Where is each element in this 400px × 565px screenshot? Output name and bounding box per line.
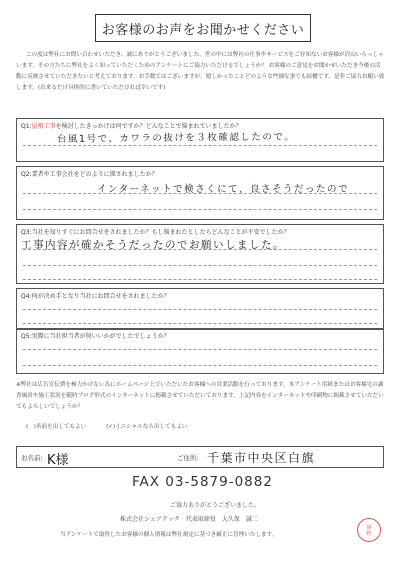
question-2-box: [16, 166, 384, 220]
question-4-label: Q4:何が決め手となり当社にお問合せをされましたか？: [21, 293, 170, 300]
option-full-name[interactable]: ( )名前を出してもよい: [26, 424, 87, 430]
question-5-label: Q5:実際に当社担当者が伺いいかがでしたでしょうか？: [21, 333, 170, 340]
answer-1-handwriting: 台風1号で、カワラの抜けを３枚確認したので。: [56, 131, 296, 145]
address-label: ご住所:: [177, 454, 199, 462]
option-initial-only[interactable]: (✓)イニシャルなら出してもよい: [106, 424, 188, 430]
answer-2-handwriting: インターネットで検さくにて、良さそうだったので: [97, 184, 349, 195]
privacy-footer: 当アンケートで取得したお客様の個人情報は弊社規定に基づき厳正に管理いたします。: [60, 532, 278, 538]
question-2-label: Q2:業者や工事会社をどのように探されましたか？: [21, 171, 158, 178]
question-4-box: [16, 288, 384, 330]
address-value: 千葉市中央区白旗: [207, 451, 316, 465]
question-3-label: Q3:当社を知りすぐにお問合せをされましたか？もし悩まれたとしたらどんなことが不安でしたか？: [21, 229, 290, 236]
thanks-text: ご協力ありがとうございました。: [170, 502, 261, 509]
company-signature: 株式会社シェアテック 代表取締役 大久保 誠二: [120, 516, 258, 523]
question-1-label: Q1:屋根工事を検討したきっかけは何ですか？どんなことで悩まれていましたか？: [21, 123, 242, 130]
name-seal-stamp: [357, 518, 381, 542]
answer-3-handwriting: 工事内容が確かそうだったのでお願いしました。: [21, 239, 285, 251]
seal-icon: [362, 523, 376, 537]
intro-text: この度は弊社にお問い合わせいただき、誠にありがとうございました。世の中には弊社の仕事やサービスをご存知ないお客様が沢山いらっしゃいます。その方たちに弊社をよく知っていただくためのアンケートにご協力いただけるでしょうか？ お客様のご意見をお聞かせいただき今後の活動に反映させていただきたいと考えております。お手数ではございますが、嬉しかったことどのような些細な事でも結構です。是非ご協力お願い致します。(出来るだけ具体的に書いていただければ幸いです): [16, 52, 385, 91]
name-label: お名前:: [21, 454, 43, 462]
name-value: K様: [47, 453, 69, 468]
name-address-box: [16, 446, 384, 468]
fax-number: FAX 03-5879-0882: [132, 474, 273, 490]
svg-text:岡: 岡: [366, 525, 372, 531]
svg-text:野: 野: [366, 531, 372, 537]
question-5-box: [16, 328, 384, 374]
question-3-box: [16, 224, 384, 284]
question-1-box: [16, 118, 384, 162]
publication-options: [26, 422, 206, 430]
publication-note: ※弊社は広告宣伝費を極力かけない為にホームページ上でいただいたお客様への営業活動を行っております。本アンケート用紙またはお客様宅の調査風景や施工状況を随時ブログ形式のインターネットに掲載させていただいております。上記内容をインターネットや印刷物に掲載させていただいてもよろしいでしょうか？: [16, 382, 384, 410]
page-title: お客様のお声をお聞かせください: [95, 14, 311, 42]
